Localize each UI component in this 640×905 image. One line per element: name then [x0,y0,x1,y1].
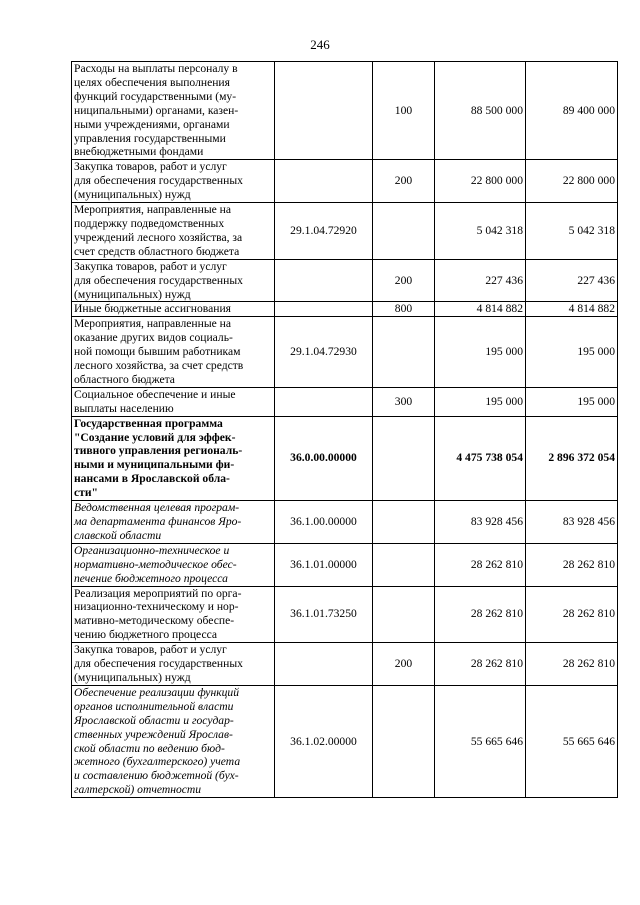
row-expense-type-cell [373,317,435,388]
row-code-cell: 36.1.00.00000 [275,501,373,544]
row-amount-second-year-cell: 28 262 810 [526,586,618,643]
table-row [72,317,618,388]
row-code-cell [275,643,373,686]
row-code-cell [275,62,373,160]
table-row [72,203,618,260]
row-amount-second-year-cell: 5 042 318 [526,203,618,260]
row-code-cell [275,160,373,203]
row-amount-first-year-cell: 88 500 000 [435,62,526,160]
row-name-cell: Государственная программа "Создание условий для эффек- тивного управления региональ- ными и муниципальными фи- нансами в Ярославской обла- сти" [72,416,275,500]
row-expense-type-cell [373,416,435,500]
row-expense-type-cell: 100 [373,62,435,160]
row-amount-first-year-cell: 5 042 318 [435,203,526,260]
row-amount-first-year-cell: 28 262 810 [435,586,526,643]
row-name-cell: Организационно-техническое и нормативно-методическое обес- печение бюджетного процесса [72,543,275,586]
row-amount-second-year-cell: 227 436 [526,259,618,302]
table-row [72,416,618,500]
row-expense-type-cell [373,203,435,260]
row-expense-type-cell: 200 [373,643,435,686]
row-name-cell: Закупка товаров, работ и услуг для обеспечения государственных (муниципальных) нужд [72,160,275,203]
row-amount-first-year-cell: 28 262 810 [435,643,526,686]
row-amount-second-year-cell: 28 262 810 [526,543,618,586]
row-code-cell [275,259,373,302]
row-code-cell [275,302,373,317]
table-row [72,302,618,317]
table-row [72,387,618,416]
row-amount-second-year-cell: 83 928 456 [526,501,618,544]
row-amount-first-year-cell: 83 928 456 [435,501,526,544]
row-name-cell: Закупка товаров, работ и услуг для обеспечения государственных (муниципальных) нужд [72,259,275,302]
table-row [72,643,618,686]
row-amount-first-year-cell: 55 665 646 [435,685,526,797]
row-amount-first-year-cell: 22 800 000 [435,160,526,203]
row-code-cell: 29.1.04.72920 [275,203,373,260]
row-amount-first-year-cell: 4 814 882 [435,302,526,317]
row-name-cell: Закупка товаров, работ и услуг для обеспечения государственных (муниципальных) нужд [72,643,275,686]
row-amount-second-year-cell: 22 800 000 [526,160,618,203]
row-amount-first-year-cell: 4 475 738 054 [435,416,526,500]
row-expense-type-cell: 800 [373,302,435,317]
row-code-cell: 29.1.04.72930 [275,317,373,388]
row-name-cell: Ведомственная целевая програм- ма департамента финансов Яро- славской области [72,501,275,544]
row-amount-second-year-cell: 89 400 000 [526,62,618,160]
row-name-cell: Иные бюджетные ассигнования [72,302,275,317]
table-row [72,501,618,544]
row-code-cell: 36.0.00.00000 [275,416,373,500]
table-row [72,62,618,160]
row-amount-second-year-cell: 28 262 810 [526,643,618,686]
row-expense-type-cell [373,685,435,797]
row-amount-first-year-cell: 195 000 [435,317,526,388]
row-code-cell: 36.1.02.00000 [275,685,373,797]
row-name-cell: Мероприятия, направленные на оказание других видов социаль- ной помощи бывшим работникам лесного хозяйства, за счет средств областного бюджета [72,317,275,388]
row-amount-second-year-cell: 55 665 646 [526,685,618,797]
page-number: 246 [310,37,330,52]
row-code-cell [275,387,373,416]
row-amount-second-year-cell: 4 814 882 [526,302,618,317]
table-row [72,685,618,797]
row-name-cell: Расходы на выплаты персоналу в целях обеспечения выполнения функций государственными (му- ниципальными) органами, казен- ными учреждениями, органами управления государственными внебюджетными фондами [72,62,275,160]
row-amount-first-year-cell: 28 262 810 [435,543,526,586]
table-row [72,586,618,643]
row-code-cell: 36.1.01.73250 [275,586,373,643]
budget-table-body [72,62,618,798]
row-amount-first-year-cell: 227 436 [435,259,526,302]
row-expense-type-cell: 300 [373,387,435,416]
budget-table [71,61,618,798]
row-amount-second-year-cell: 195 000 [526,387,618,416]
row-amount-second-year-cell: 195 000 [526,317,618,388]
row-amount-first-year-cell: 195 000 [435,387,526,416]
row-name-cell: Реализация мероприятий по орга- низационно-техническому и нор- мативно-методическому обеспе- чению бюджетного процесса [72,586,275,643]
table-row [72,160,618,203]
row-expense-type-cell [373,586,435,643]
row-expense-type-cell [373,501,435,544]
row-name-cell: Мероприятия, направленные на поддержку подведомственных учреждений лесного хозяйства, за счет средств областного бюджета [72,203,275,260]
row-expense-type-cell [373,543,435,586]
row-name-cell: Социальное обеспечение и иные выплаты населению [72,387,275,416]
row-name-cell: Обеспечение реализации функций органов исполнительной власти Ярославской области и государ- ственных учреждений Ярослав- ской области по ведению бюд- жетного (бухгалтерского) учета и составлению бюджетной (бух- галтерской) отчетности [72,685,275,797]
row-expense-type-cell: 200 [373,160,435,203]
table-row [72,259,618,302]
row-code-cell: 36.1.01.00000 [275,543,373,586]
row-amount-second-year-cell: 2 896 372 054 [526,416,618,500]
row-expense-type-cell: 200 [373,259,435,302]
table-row [72,543,618,586]
